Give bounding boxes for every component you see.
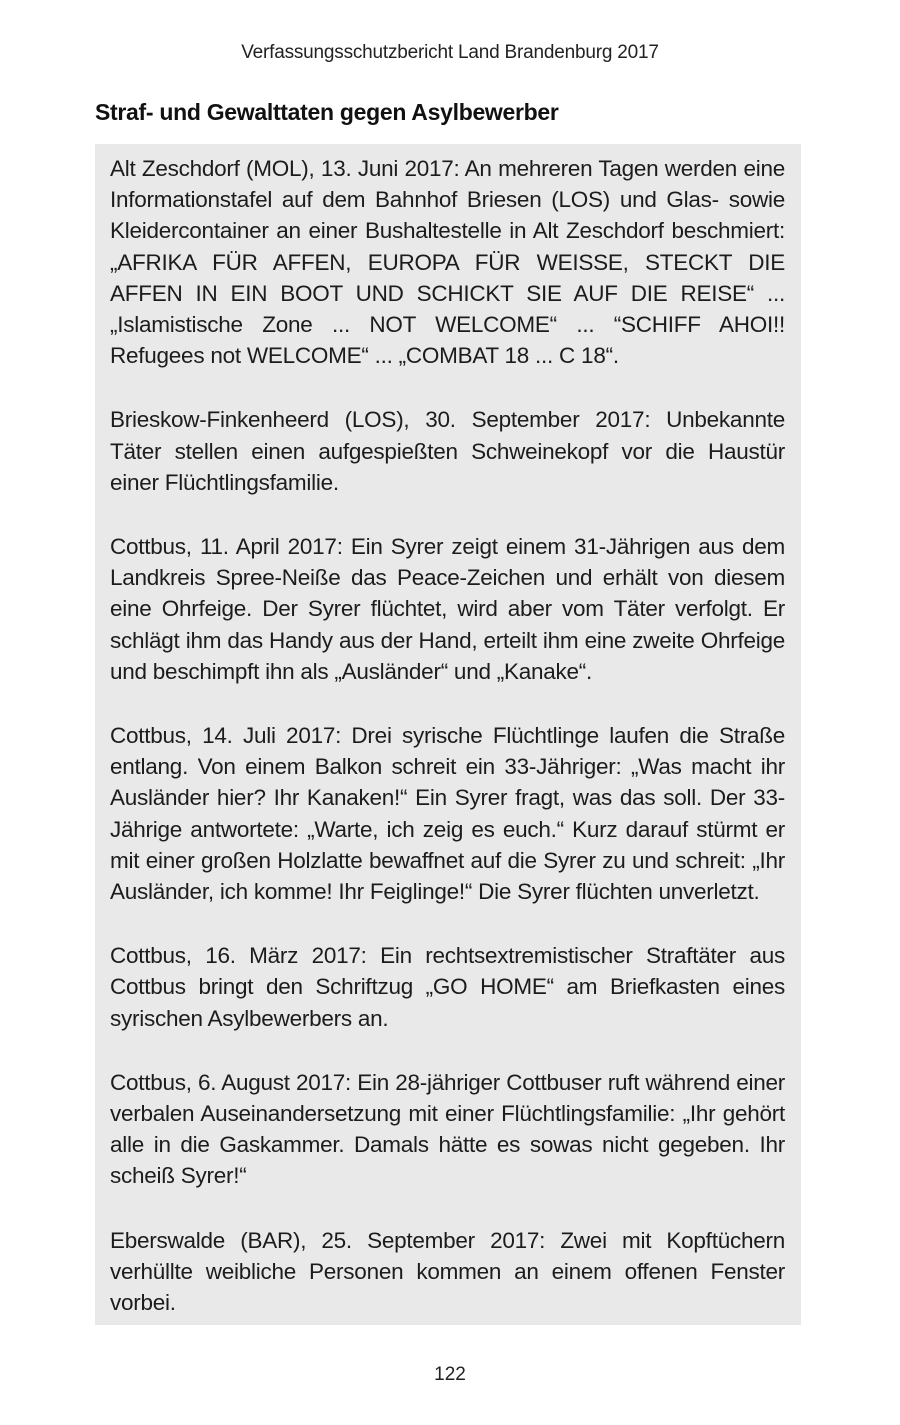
incident-entry-brieskow-finkenheerd: Brieskow-Finkenheerd (LOS), 30. September 2017: Unbekannte Täter stellen einen aufgespießten Schweinekopf vor die Haustür einer Flüchtlingsfamilie. [110, 407, 785, 495]
incident-entry-cottbus-juli: Cottbus, 14. Juli 2017: Drei syrische Flüchtlinge laufen die Straße entlang. Von einem Balkon schreit ein 33-Jähriger: „Was macht ihr Ausländer hier? Ihr Kanaken!“ Ein Syrer fragt, was das soll. Der 33-Jährige antwortete: „Warte, ich zeig es euch.“ Kurz darauf stürmt er mit einer großen Holzlatte bewaffnet auf die Syrer zu und schreit: „Ihr Ausländer, ich komme! Ihr Feiglinge!“ Die Syrer flüchten unverletzt. [110, 723, 785, 905]
incident-entry-cottbus-april: Cottbus, 11. April 2017: Ein Syrer zeigt einem 31-Jährigen aus dem Landkreis Spree-Neiße das Peace-Zeichen und erhält von diesem eine Ohrfeige. Der Syrer flüchtet, wird aber vom Täter verfolgt. Er schlägt ihm das Handy aus der Hand, erteilt ihm eine zweite Ohrfeige und beschimpft ihn als „Ausländer“ und „Kanake“. [110, 534, 785, 684]
running-header: Verfassungsschutzbericht Land Brandenburg 2017 [241, 42, 659, 63]
page-number: 122 [434, 1364, 466, 1385]
incident-box [95, 144, 801, 1325]
incident-entry-cottbus-maerz: Cottbus, 16. März 2017: Ein rechtsextremistischer Straftäter aus Cottbus bringt den Schriftzug „GO HOME“ am Briefkasten eines syrischen Asylbewerbers an. [110, 943, 785, 1031]
section-title: Straf- und Gewalttaten gegen Asylbewerber [95, 99, 559, 125]
incident-entry-eberswalde: Eberswalde (BAR), 25. September 2017: Zwei mit Kopftüchern verhüllte weibliche Personen kommen an einem offenen Fenster vorbei. [110, 1227, 785, 1316]
incident-entry-cottbus-august: Cottbus, 6. August 2017: Ein 28-jähriger Cottbuser ruft während einer verbalen Auseinandersetzung mit einer Flüchtlingsfamilie: „Ihr gehört alle in die Gaskammer. Damals hätte es sowas nicht gegeben. Ihr scheiß Syrer!“ [110, 1069, 785, 1189]
incident-entry-alt-zeschdorf: Alt Zeschdorf (MOL), 13. Juni 2017: An mehreren Tagen werden eine Informationstafel auf dem Bahnhof Briesen (LOS) und Glas- sowie Kleidercontainer an einer Bushaltestelle in Alt Zeschdorf beschmiert: „AFRIKA FÜR AFFEN, EUROPA FÜR WEISSE, STECKT DIE AFFEN IN EIN BOOT UND SCHICKT SIE AUF DIE REISE“ ... „Islamistische Zone ... NOT WELCOME“ ... “SCHIFF AHOI!! Refugees not WELCOME“ ... „COMBAT 18 ... C 18“. [110, 156, 785, 369]
